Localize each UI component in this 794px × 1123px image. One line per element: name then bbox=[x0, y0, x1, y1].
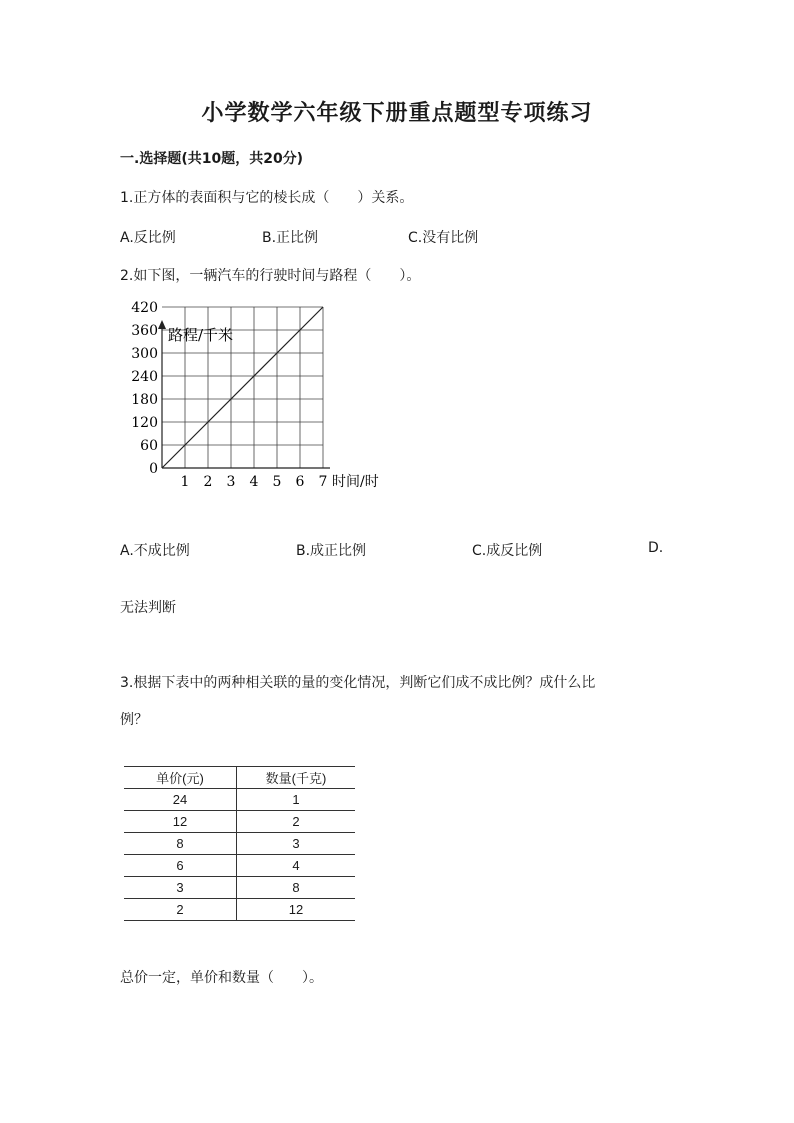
question-3-text-line2: 例？ bbox=[120, 712, 148, 728]
table-row bbox=[124, 811, 355, 833]
table-row bbox=[124, 877, 355, 899]
y-tick-label: 120 bbox=[131, 415, 158, 431]
q2-option-a: A.不成比例 bbox=[120, 543, 190, 559]
q2-option-d-text: 无法判断 bbox=[120, 600, 176, 616]
cell-quantity: 3 bbox=[237, 833, 356, 855]
table-row bbox=[124, 789, 355, 811]
y-tick-label: 180 bbox=[131, 392, 158, 408]
q1-option-a: A.反比例 bbox=[120, 230, 176, 246]
price-quantity-table bbox=[124, 766, 355, 921]
q1-option-c: C.没有比例 bbox=[408, 230, 479, 246]
y-axis-arrow bbox=[158, 320, 166, 329]
x-tick-label: 2 bbox=[203, 474, 213, 490]
x-tick-label: 3 bbox=[226, 474, 236, 490]
header-quantity: 数量(千克) bbox=[237, 767, 356, 789]
table-row bbox=[124, 855, 355, 877]
q2-option-c: C.成反比例 bbox=[472, 543, 543, 559]
distance-time-graph bbox=[120, 300, 410, 498]
cell-quantity: 2 bbox=[237, 811, 356, 833]
y-tick-label: 0 bbox=[149, 461, 158, 477]
header-unit-price: 单价(元) bbox=[124, 767, 237, 789]
question-3-followup: 总价一定，单价和数量（ ）。 bbox=[120, 970, 323, 986]
cell-price: 3 bbox=[124, 877, 237, 899]
q2-option-b: B.成正比例 bbox=[296, 543, 367, 559]
cell-quantity: 12 bbox=[237, 899, 356, 921]
section-heading: 一.选择题(共10题，共20分) bbox=[120, 151, 304, 167]
cell-price: 12 bbox=[124, 811, 237, 833]
y-axis-label: 路程/千米 bbox=[168, 326, 234, 344]
cell-price: 6 bbox=[124, 855, 237, 877]
cell-price: 24 bbox=[124, 789, 237, 811]
page-title: 小学数学六年级下册重点题型专项练习 bbox=[201, 100, 593, 126]
cell-price: 2 bbox=[124, 899, 237, 921]
table-header-row bbox=[124, 767, 355, 789]
question-1-text: 1.正方体的表面积与它的棱长成（ ）关系。 bbox=[120, 190, 414, 206]
cell-quantity: 1 bbox=[237, 789, 356, 811]
y-tick-label: 240 bbox=[131, 369, 158, 385]
q2-option-d: D. bbox=[648, 540, 664, 556]
question-2-text: 2.如下图，一辆汽车的行驶时间与路程（ ）。 bbox=[120, 268, 421, 284]
y-tick-label: 60 bbox=[140, 438, 158, 454]
y-tick-label: 360 bbox=[131, 323, 158, 339]
x-axis-label: 时间/时 bbox=[332, 474, 379, 490]
x-tick-label: 6 bbox=[295, 474, 305, 490]
table-row bbox=[124, 899, 355, 921]
cell-quantity: 8 bbox=[237, 877, 356, 899]
question-3-text-line1: 3.根据下表中的两种相关联的量的变化情况，判断它们成不成比例？成什么比 bbox=[120, 675, 596, 691]
x-tick-label: 5 bbox=[272, 474, 282, 490]
cell-quantity: 4 bbox=[237, 855, 356, 877]
x-tick-label: 1 bbox=[180, 474, 190, 490]
cell-price: 8 bbox=[124, 833, 237, 855]
y-tick-label: 300 bbox=[131, 346, 158, 362]
q1-option-b: B.正比例 bbox=[262, 230, 319, 246]
x-tick-label: 4 bbox=[249, 474, 259, 490]
x-tick-label: 7 bbox=[318, 474, 328, 490]
table-row bbox=[124, 833, 355, 855]
y-tick-label: 420 bbox=[131, 300, 158, 316]
